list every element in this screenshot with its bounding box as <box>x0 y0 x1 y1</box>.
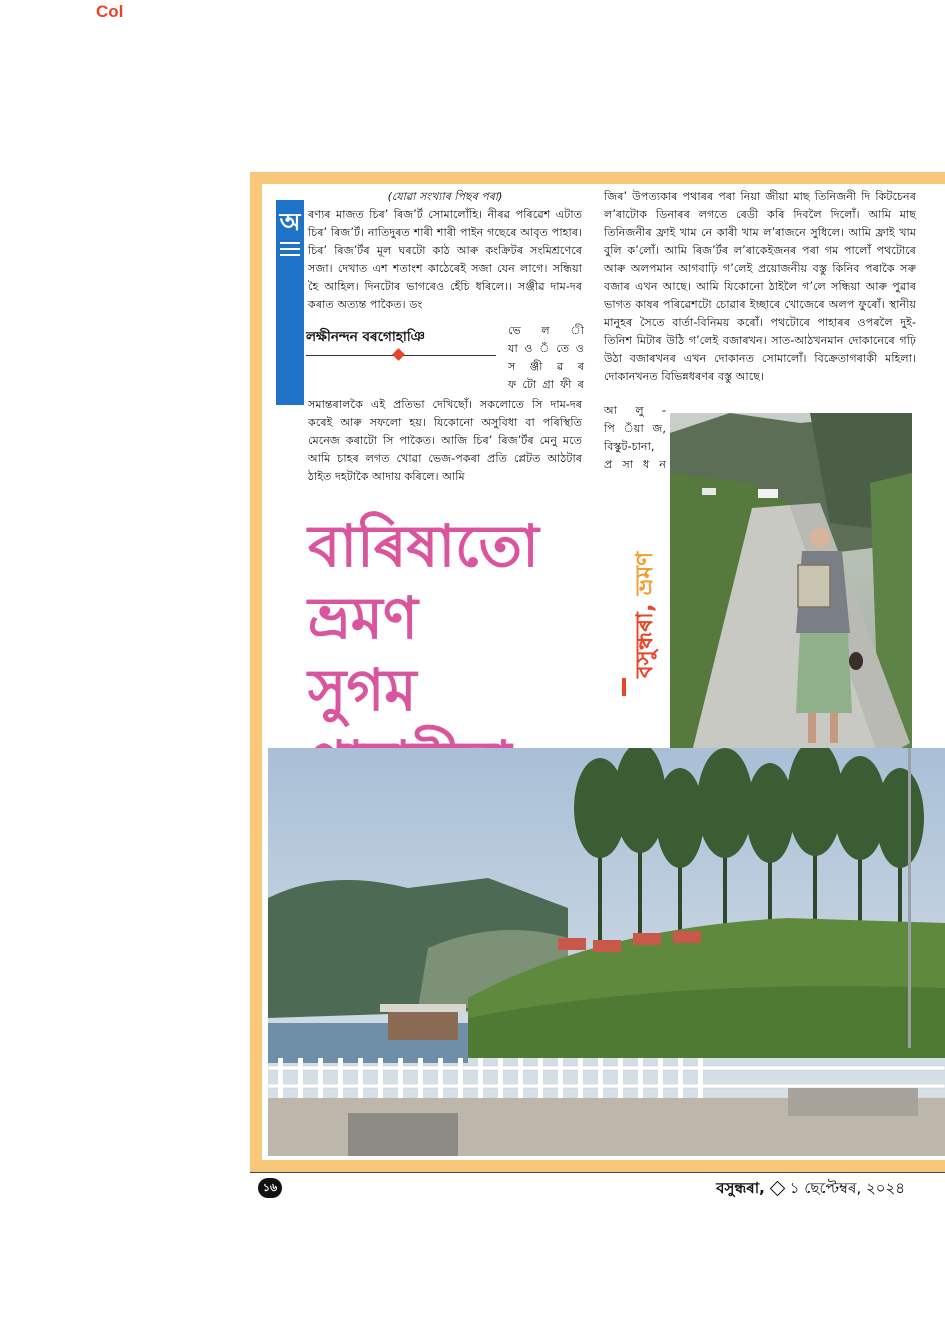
headline-line: বাৰিষাতো <box>308 512 539 580</box>
photo-lake-resort <box>268 748 945 1156</box>
text-fragment: ঞ্জী <box>529 360 543 373</box>
text-fragment: - <box>661 404 666 417</box>
drop-cap-letter: অ <box>279 208 301 236</box>
text-fragment: ও <box>575 342 584 355</box>
drop-cap-rule <box>280 254 300 256</box>
spaced-text-line <box>604 420 666 438</box>
spaced-text-line <box>604 402 666 420</box>
section-tag <box>596 528 658 698</box>
continued-note: (যোৱা সংখ্যাৰ পিছৰ পৰা) <box>387 190 503 203</box>
text-fragment: ও <box>524 342 533 355</box>
spaced-text-line <box>604 438 666 456</box>
spaced-text-line <box>508 358 584 376</box>
spaced-text-line <box>508 340 584 358</box>
footer-rule <box>250 1172 945 1173</box>
text-fragment: যা <box>508 342 518 355</box>
headline-line: সুগম <box>308 656 417 724</box>
spaced-text-line <box>508 376 584 394</box>
article-paragraph: ৰণ্যৰ মাজত চিৰ’ ৰিজ’র্ট সোমালোঁহি। নীৰৱ পৰিৱেশ এটাত চিৰ’ ৰিজ’র্ট। নাতিদুৰত শাৰী শাৰী পাইন গছেৰে আবৃত পাহাৰ। চিৰ’ ৰিজ’র্টৰ মূল ঘৰটো কাঠ আৰু কংক্ৰিটৰ সংমিশ্ৰণেৰে সজা। দেখাত এশ শতাংশ কাঠেৰেই সজা যেন লাগে। সন্ধিয়া হৈ আহিল। দিনটোৰ ভাগৰেও হেঁচি ধৰিলে।। সঞ্জীৱ দাম-দৰ কৰাত অত্যন্ত পাকৈত। ডং <box>308 208 582 311</box>
text-fragment: ল <box>541 324 550 337</box>
text-fragment: পি <box>604 422 615 435</box>
article-column-2 <box>604 188 916 386</box>
byline-block <box>306 326 502 372</box>
text-fragment: ন <box>659 458 666 471</box>
text-fragment: ভে <box>508 324 521 337</box>
text-fragment: ৱ <box>556 360 564 373</box>
spaced-text-line <box>604 456 666 474</box>
photo-illustration <box>268 748 945 1156</box>
article-column-1 <box>308 188 582 314</box>
text-fragment: স <box>508 360 516 373</box>
spaced-text-line <box>508 322 584 340</box>
footer-publication-date <box>716 1177 905 1202</box>
byline-diamond-ornament <box>392 348 405 361</box>
text-fragment: গ্ৰা <box>542 378 554 391</box>
section-tag-publication: বসুন্ধৰা, <box>632 603 658 678</box>
section-tag-text <box>626 552 665 678</box>
drop-cap-box <box>276 200 304 405</box>
section-tag-bar <box>622 678 626 696</box>
section-tag-section: ভ্ৰমণ <box>632 551 658 596</box>
photo-woman-on-road <box>670 413 912 760</box>
page-number: ১৬ <box>258 1178 282 1198</box>
text-fragment: তে <box>556 342 570 355</box>
text-fragment: ফ <box>508 378 517 391</box>
photo-illustration <box>670 413 912 760</box>
article-paragraph: সমান্তৰালকৈ এই প্ৰতিভা দেখিছোঁ। সকলোতে সি দাম-দৰ কৰেই আৰু সফলো হয়। যিকোনো অসুবিধা বা পৰিস্থিতি মেনেজ কৰাটো সি পাকৈত। আজি চিৰ’ ৰিজ’র্টৰ মেনু মতে আমি চাহৰ লগত খোৱা ভেজ-পকৰা প্ৰতি প্লেটত আঠটাৰ ঠাইত দহটাকৈ আদায় কৰিলে। আমি <box>308 398 582 483</box>
text-fragment: লু <box>635 404 644 417</box>
article-column-1-continued <box>308 396 582 486</box>
author-name: লক্ষীনন্দন বৰগোহাঞি <box>306 329 425 345</box>
footer-date: ১ ছেপ্টেম্বৰ, ২০২৪ <box>789 1179 905 1197</box>
diamond-separator-icon <box>770 1180 786 1196</box>
text-fragment: টো <box>522 378 537 391</box>
text-fragment: ধ <box>643 458 650 471</box>
footer-publication: বসুন্ধৰা, <box>716 1179 765 1197</box>
drop-cap-rule <box>280 248 300 250</box>
text-fragment: বিস্কুট-চানা, <box>604 440 655 453</box>
article-paragraph: জিৰ’ উপত্যকাৰ পথাৰৰ পৰা নিয়া জীয়া মাছ তিনিজনী দি কিটচেনৰ ল’ৰাটোক ডিনাৰৰ লগতে ৰেডী কৰি দিবলৈ দিলোঁ। আমি মাছ তিনিজনীৰ ফ্ৰাই খাম নে কাৰী খাম ল’ৰাজনে সুধিলে। আমি ফ্ৰাই খাম বুলি ক’লোঁ। আমি ৰিজ’র্টৰ ল’ৰাকেইজনৰ পৰা গম পালোঁ পথটোৰে আৰু অলপমান আগবাঢ়ি গ’লেই প্ৰয়োজনীয় বস্তু কিনিব পৰাকৈ সৰু বজাৰ এখন আছে। আমি যিকোনো ঠাইলৈ গ’লে সন্ধিয়া আৰু পুৱাৰ ভাগত কাষৰ পৰিৱেশটো চোৱাৰ ইচ্ছাৰে খোজেৰে অলপ ফুৰোঁ। স্থানীয় মানুহৰ সৈতে বাৰ্তা-বিনিময় কৰোঁ। পথটোৰে পাহাৰৰ ওপৰলৈ দুই-তিনিশ মিটাৰ উঠি গ’লেই বজাৰখন। সাত-আঠখনমান দোকানেৰে গঢ়ি উঠা বজাৰখনৰ এখন দোকানত সোমালোঁ। বিক্ৰেতাগৰাকী মহিলা। দোকানখনত বিভিন্নধৰণৰ বস্তু আছে। <box>604 190 916 383</box>
headline-line: ভ্ৰমণ <box>308 584 418 652</box>
text-fragment: আ <box>604 404 618 417</box>
text-fragment: ঁ <box>539 342 550 355</box>
text-fragment: ী <box>570 324 584 337</box>
text-fragment: ৰ <box>577 378 584 391</box>
text-fragment: সা <box>622 458 633 471</box>
text-fragment: ঁয়া <box>623 422 644 435</box>
text-fragment: প্ৰ <box>604 458 613 471</box>
text-fragment: ৰ <box>577 360 584 373</box>
drop-cap-rule <box>280 242 300 244</box>
text-fragment: জ, <box>652 422 666 435</box>
text-fragment: ফী <box>560 378 572 391</box>
corner-tag: Col <box>96 2 124 21</box>
